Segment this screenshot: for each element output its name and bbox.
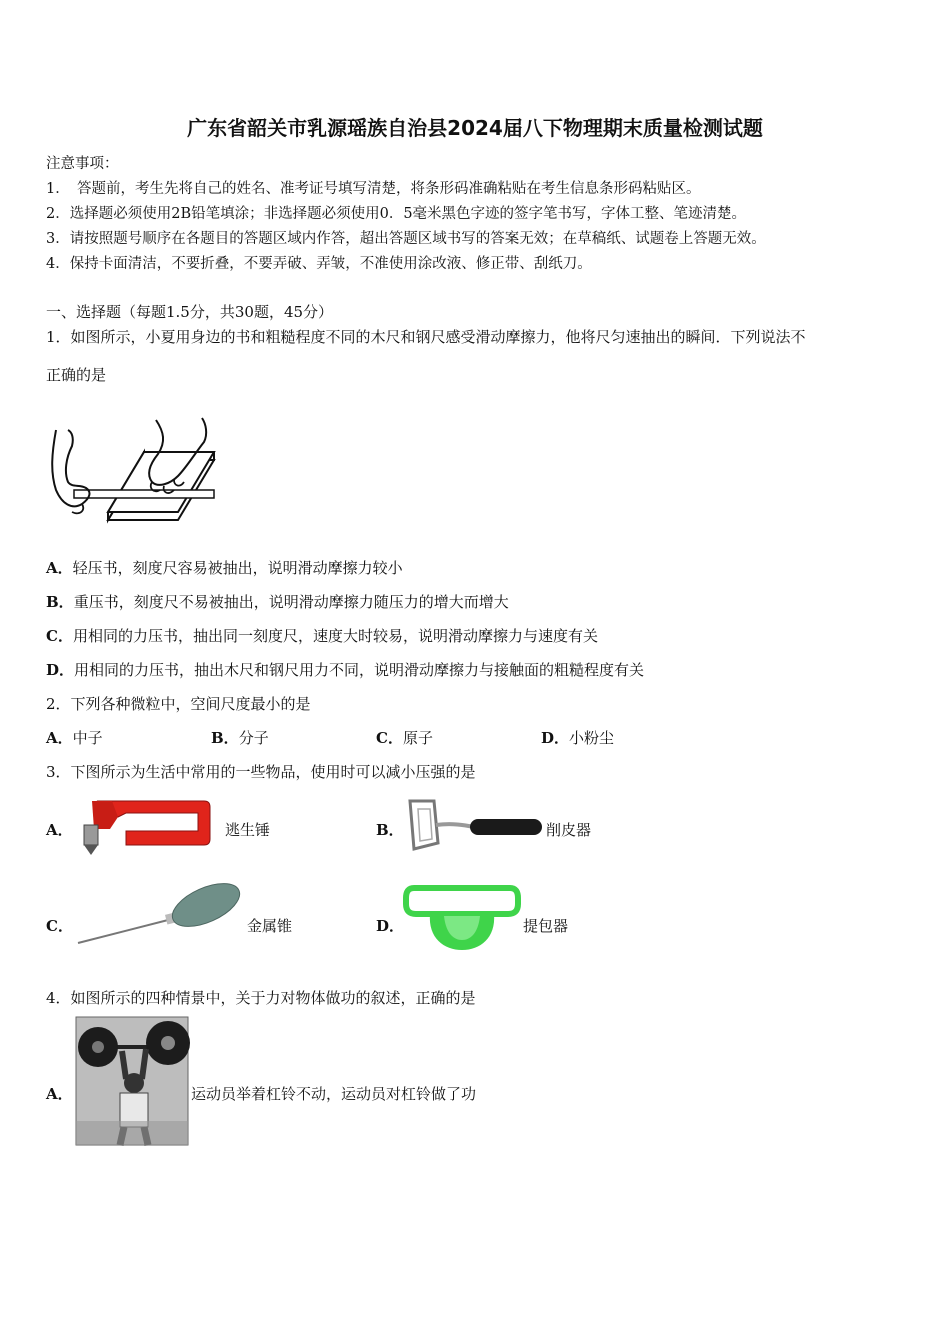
q3-option-a-label[interactable]: A．: [46, 821, 73, 839]
q2-option-d-label: D．: [541, 729, 570, 747]
q2-option-a[interactable]: [46, 727, 103, 748]
q3-option-d-label[interactable]: D．: [376, 917, 405, 935]
q4-option-a-label[interactable]: A．: [46, 1085, 73, 1103]
peeler-image: [404, 797, 544, 855]
q2-option-b-text: 分子: [238, 729, 269, 747]
q1-stem-line1: 1．如图所示，小夏用身边的书和粗糙程度不同的木尺和钢尺感受滑动摩擦力，他将尺匀速抽出的瞬间．下列说法不: [46, 328, 806, 346]
q4-option-a-text: 运动员举着杠铃不动，运动员对杠铃做了功: [191, 1085, 477, 1103]
q3-stem: 3．下图所示为生活中常用的一些物品，使用时可以减小压强的是: [46, 763, 476, 781]
q1-option-b[interactable]: [46, 591, 509, 612]
notice-item-2: 2．选择题必须使用2B铅笔填涂；非选择题必须使用0．5毫米黑色字迹的签字笔书写，字体工整、笔迹清楚。: [46, 206, 747, 222]
q1-option-c-text: 用相同的力压书，抽出同一刻度尺，速度大时较易，说明滑动摩擦力与速度有关: [72, 627, 598, 645]
q2-option-c[interactable]: [376, 727, 433, 748]
q1-option-a-label: A．: [46, 559, 73, 577]
q3-option-a-text: 逃生锤: [225, 821, 271, 839]
q4-stem: 4．如图所示的四种情景中，关于力对物体做功的叙述，正确的是: [46, 989, 476, 1007]
notice-item-1: 1． 答题前，考生先将自己的姓名、准考证号填写清楚，将条形码准确粘贴在考生信息条形码粘贴区。: [46, 181, 701, 197]
q1-hand-book-ruler-figure: [46, 412, 226, 527]
q2-option-b[interactable]: [211, 727, 269, 748]
q2-option-d-text: 小粉尘: [569, 729, 615, 747]
q3-option-d-text: 提包器: [523, 917, 569, 935]
q2-option-b-label: B．: [211, 729, 239, 747]
metal-awl-image: [76, 883, 246, 947]
q1-stem-line2: 正确的是: [46, 366, 107, 384]
q1-option-d-label: D．: [46, 661, 75, 679]
section-heading: 一、选择题（每题1.5分，共30题，45分）: [46, 303, 334, 321]
q2-stem: 2．下列各种微粒中，空间尺度最小的是: [46, 695, 311, 713]
q3-option-b-text: 削皮器: [546, 821, 592, 839]
q1-option-c[interactable]: [46, 625, 598, 646]
q3-option-c-label[interactable]: C．: [46, 917, 73, 935]
q1-option-a-text: 轻压书，刻度尺容易被抽出，说明滑动摩擦力较小: [72, 559, 403, 577]
q2-option-a-label: A．: [46, 729, 73, 747]
escape-hammer-image: [78, 795, 214, 857]
q1-option-a[interactable]: [46, 557, 403, 578]
q2-option-a-text: 中子: [72, 729, 103, 747]
notice-item-3: 3．请按照题号顺序在各题目的答题区域内作答，超出答题区域书写的答案无效；在草稿纸、试题卷上答题无效。: [46, 231, 766, 247]
notice-heading: 注意事项：: [46, 156, 119, 172]
bag-holder-image: [404, 884, 520, 954]
q3-option-b-label[interactable]: B．: [376, 821, 404, 839]
notice-item-4: 4．保持卡面清洁，不要折叠，不要弄破、弄皱，不准使用涂改液、修正带、刮纸刀。: [46, 256, 592, 272]
page-title: 广东省韶关市乳源瑶族自治县2024届八下物理期末质量检测试题: [187, 116, 763, 140]
q2-option-c-label: C．: [376, 729, 403, 747]
weightlifter-photo: [76, 1017, 188, 1145]
q1-option-b-text: 重压书，刻度尺不易被抽出，说明滑动摩擦力随压力的增大而增大: [73, 593, 509, 611]
q1-option-d[interactable]: [46, 659, 644, 680]
q1-option-b-label: B．: [46, 593, 74, 611]
q1-option-c-label: C．: [46, 627, 73, 645]
q2-option-c-text: 原子: [402, 729, 433, 747]
q3-option-c-text: 金属锥: [247, 917, 293, 935]
q1-option-d-text: 用相同的力压书，抽出木尺和钢尺用力不同，说明滑动摩擦力与接触面的粗糙程度有关: [74, 661, 645, 679]
q2-option-d[interactable]: [541, 727, 614, 748]
